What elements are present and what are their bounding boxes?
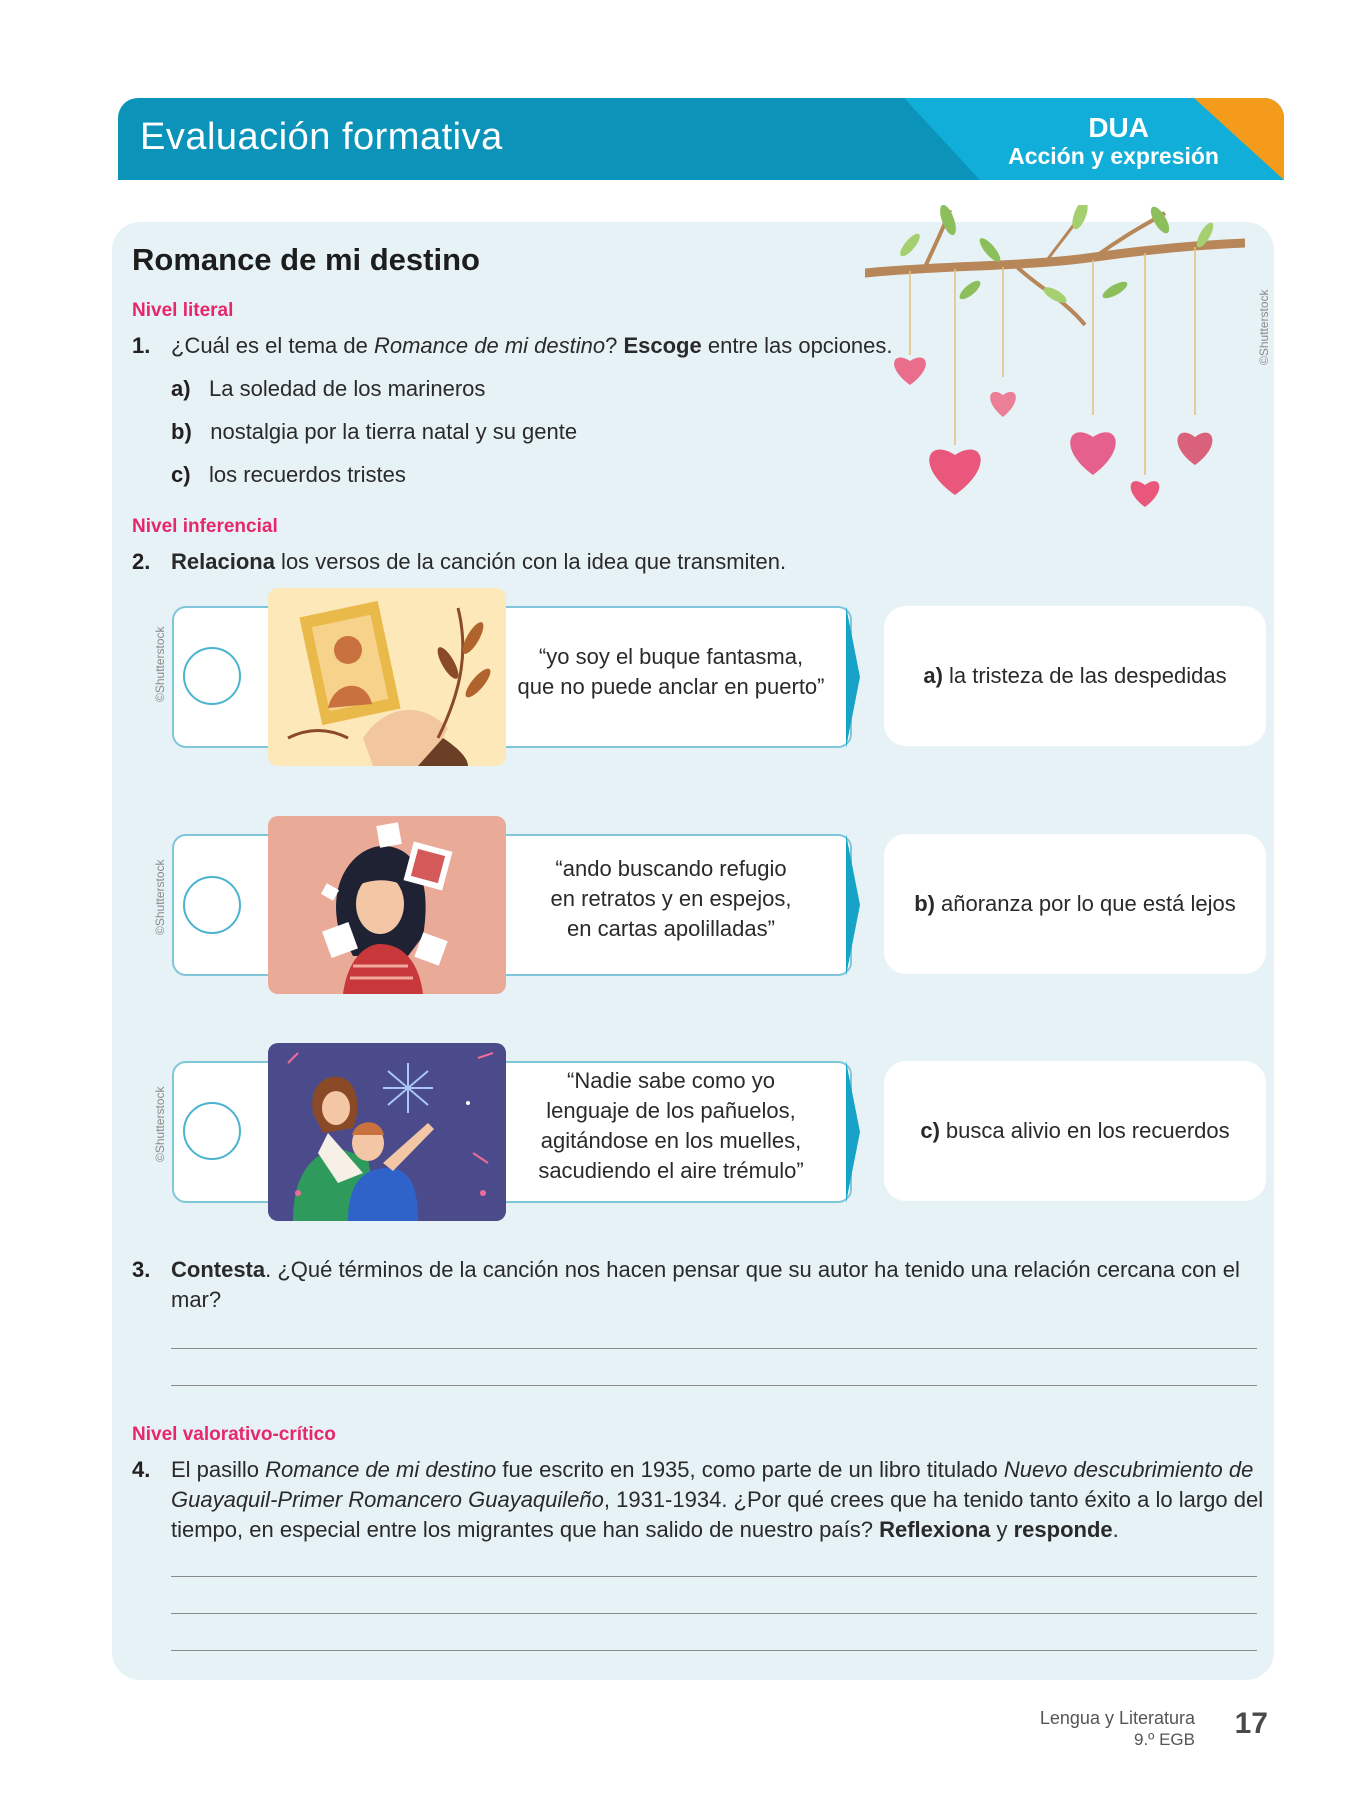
answer-line[interactable] (171, 1613, 1257, 1614)
image-credit: ©Shutterstock (1257, 289, 1271, 365)
answer-circle-2[interactable] (183, 876, 241, 934)
option-a[interactable]: a) La soledad de los marineros (171, 376, 486, 401)
answer-option-b[interactable]: b) añoranza por lo que está lejos (884, 834, 1266, 974)
woman-memories-illustration (268, 816, 506, 994)
answer-option-c[interactable]: c) busca alivio en los recuerdos (884, 1061, 1266, 1201)
level-inferential: Nivel inferencial (132, 516, 278, 537)
question-number: 4. (132, 1457, 151, 1482)
question-number: 3. (132, 1257, 151, 1282)
footer-subject: Lengua y Literatura (1039, 1708, 1195, 1728)
question-number: 2. (132, 549, 151, 574)
question-3-text: Contesta. ¿Qué términos de la canción nos hacen pensar que su autor ha tenido una relación cercana con el mar? (171, 1257, 1240, 1312)
question-2-text: Relaciona los versos de la canción con la idea que transmiten. (171, 549, 787, 574)
photo-frame-illustration (268, 588, 506, 766)
answer-circle-1[interactable] (183, 647, 241, 705)
fireworks-couple-illustration (268, 1043, 506, 1221)
answer-circle-3[interactable] (183, 1102, 241, 1160)
dua-subtitle: Acción y expresión (1008, 143, 1219, 169)
answer-line[interactable] (171, 1650, 1257, 1651)
answer-line[interactable] (171, 1576, 1257, 1577)
page-number: 17 (1234, 1707, 1268, 1740)
image-credit: ©Shutterstock (153, 1086, 167, 1162)
answer-option-a[interactable]: a) la tristeza de las despedidas (884, 606, 1266, 746)
header-banner (118, 98, 1284, 180)
question-1-text: ¿Cuál es el tema de Romance de mi destino? Escoge entre las opciones. (171, 333, 893, 358)
verse-3: “Nadie sabe como yo lenguaje de los pañuelos, agitándose en los muelles, sacudiendo el aire trémulo” (538, 1068, 804, 1183)
question-4-text: El pasillo Romance de mi destino fue escrito en 1935, como parte de un libro titulado Nuevo descubrimiento de Guayaquil-Primer Romancero Guayaquileño, 1931-1934. ¿Por qué crees que ha tenido tanto éxito a lo largo del tiempo, en especial entre los migrantes que han salido de nuestro país? Reflexiona y responde. (171, 1457, 1264, 1542)
answer-line[interactable] (171, 1348, 1257, 1349)
question-number: 1. (132, 333, 151, 358)
option-b[interactable]: b) nostalgia por la tierra natal y su gente (171, 419, 578, 444)
level-literal: Nivel literal (132, 300, 234, 321)
image-credit: ©Shutterstock (153, 626, 167, 702)
section-title: Romance de mi destino (132, 242, 480, 277)
verse-2: “ando buscando refugio en retratos y en espejos, en cartas apolilladas” (550, 856, 792, 941)
branch-hearts-illustration (865, 205, 1245, 515)
dua-title: DUA (1088, 112, 1149, 143)
verse-1: “yo soy el buque fantasma, que no puede anclar en puerto” (517, 644, 825, 699)
level-critical: Nivel valorativo-crítico (132, 1424, 336, 1445)
page-title: Evaluación formativa (140, 116, 503, 158)
option-c[interactable]: c) los recuerdos tristes (171, 462, 406, 487)
footer-grade: 9.º EGB (1133, 1730, 1195, 1749)
image-credit: ©Shutterstock (153, 859, 167, 935)
answer-line[interactable] (171, 1385, 1257, 1386)
